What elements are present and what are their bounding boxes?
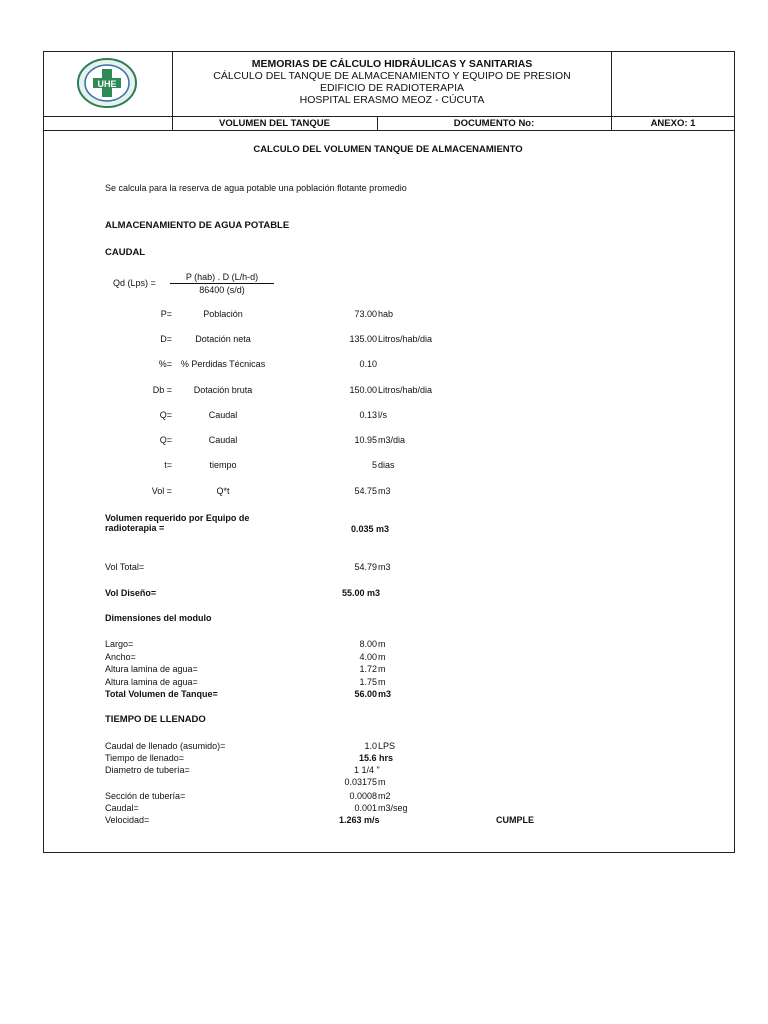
param-value: 135.00 (349, 334, 377, 344)
dim-unit: m3 (378, 689, 392, 699)
dim-value: 1.72 (359, 664, 377, 674)
fill-diam-meters-unit: m (378, 777, 386, 787)
param-name: Población (203, 309, 243, 319)
main-title: CALCULO DEL VOLUMEN TANQUE DE ALMACENAMIENTO (253, 144, 523, 155)
param-symbol: t= (164, 460, 172, 470)
fill-tiempo-value: 15.6 hrs (359, 753, 394, 763)
fill-caudal2-label: Caudal= (105, 803, 139, 813)
param-symbol: Q= (159, 410, 172, 420)
fill-vel-label: Velocidad= (105, 815, 150, 825)
param-value: 10.95 (354, 435, 377, 445)
param-value: 0.13 (359, 410, 377, 420)
vol-diseno-value: 55.00 m3 (342, 588, 381, 598)
equipo-label-1: Volumen requerido por Equipo de (105, 513, 250, 523)
fill-seccion-label: Sección de tubería= (105, 791, 186, 801)
param-symbol: Vol = (151, 486, 172, 496)
param-name: Dotación neta (195, 334, 251, 344)
logo-letters: UHE (97, 79, 117, 89)
fill-caudal-label: Caudal de llenado (asumido)= (105, 741, 226, 751)
param-value: 54.75 (354, 486, 377, 496)
fill-caudal-unit: LPS (378, 741, 396, 751)
dim-unit: m (378, 664, 386, 674)
vol-total-label: Vol Total= (105, 562, 145, 572)
param-unit: Litros/hab/dia (378, 334, 433, 344)
param-unit: l/s (378, 410, 387, 420)
header-volumen-label: VOLUMEN DEL TANQUE (218, 118, 330, 129)
vol-diseno-label: Vol Diseño= (105, 588, 157, 598)
title-line-1: MEMORIAS DE CÁLCULO HIDRÁULICAS Y SANITARIAS (251, 58, 533, 70)
fill-diam-value: 1 1/4 " (354, 765, 380, 775)
header-documento-label: DOCUMENTO No: (453, 118, 535, 129)
dim-value: 1.75 (359, 676, 377, 687)
dim-value: 56.00 (354, 689, 377, 699)
section-storage: ALMACENAMIENTO DE AGUA POTABLE (105, 220, 290, 231)
vol-total-value: 54.79 (354, 562, 377, 572)
param-name: % Perdidas Técnicas (180, 359, 266, 369)
param-unit: dias (378, 460, 395, 470)
title-line-2: CÁLCULO DEL TANQUE DE ALMACENAMIENTO Y EQUIPO DE PRESION (213, 70, 571, 82)
fill-tiempo-label: Tiempo de llenado= (105, 753, 184, 763)
param-unit: hab (378, 309, 394, 319)
equipo-value: 0.035 m3 (351, 524, 390, 534)
section-fill: TIEMPO DE LLENADO (105, 714, 206, 725)
dim-label: Total Volumen de Tanque= (105, 689, 218, 699)
param-unit: m3 (378, 486, 391, 496)
param-value: 5 (371, 460, 377, 470)
title-line-4: HOSPITAL ERASMO MEOZ - CÚCUTA (299, 94, 485, 106)
vol-total-unit: m3 (378, 562, 391, 572)
param-name: Q*t (216, 486, 230, 496)
dim-unit: m (378, 639, 386, 649)
formula-denominator: 86400 (s/d) (199, 285, 245, 295)
fill-diam-meters: 0.03175 (344, 777, 377, 787)
section-dims: Dimensiones del modulo (105, 613, 212, 623)
param-unit: Litros/hab/dia (378, 385, 433, 395)
dim-label: Ancho= (105, 651, 136, 662)
hospital-seal-icon (76, 57, 138, 109)
fill-caudal2-unit: m3/seg (378, 803, 408, 813)
dim-value: 4.00 (359, 651, 377, 662)
subheader-divider (43, 130, 735, 131)
param-symbol: %= (158, 359, 172, 369)
param-value: 0.10 (359, 359, 377, 369)
fill-caudal2-value: 0.001 (354, 803, 377, 813)
param-symbol: Q= (159, 435, 172, 445)
dim-label: Altura lamina de agua= (105, 676, 198, 687)
header-anexo-label: ANEXO: 1 (650, 118, 696, 129)
fill-seccion-unit: m2 (378, 791, 391, 801)
intro-text: Se calcula para la reserva de agua potable una población flotante promedio (105, 183, 407, 193)
param-symbol: P= (160, 309, 172, 319)
dim-label: Largo= (105, 639, 134, 649)
param-name: Caudal (208, 435, 238, 445)
dim-unit: m (378, 651, 386, 662)
dim-label: Altura lamina de agua= (105, 664, 198, 674)
equipo-label-2: radioterapia = (105, 523, 165, 533)
param-symbol: D= (160, 334, 172, 344)
param-name: Caudal (208, 410, 238, 420)
formula-lhs: Qd (Lps) = (113, 278, 156, 288)
fill-vel-value: 1.263 m/s (339, 815, 380, 825)
section-flow: CAUDAL (105, 247, 146, 258)
dim-value: 8.00 (359, 639, 377, 649)
document-frame (43, 51, 735, 853)
param-unit: m3/dia (378, 435, 406, 445)
param-value: 73.00 (354, 309, 377, 319)
param-name: Dotación bruta (193, 385, 253, 395)
header-divider (43, 116, 735, 117)
fill-diam-label: Diametro de tubería= (105, 765, 190, 775)
formula-fraction-line (170, 283, 274, 284)
fill-cumple: CUMPLE (496, 815, 534, 825)
param-symbol: Db = (152, 385, 172, 395)
fill-seccion-value: 0.0008 (349, 791, 377, 801)
param-name: tiempo (209, 460, 237, 470)
formula-numerator: P (hab) . D (L/h-d) (185, 272, 259, 282)
fill-caudal-value: 1.0 (364, 741, 377, 751)
param-value: 150.00 (349, 385, 377, 395)
title-line-3: EDIFICIO DE RADIOTERAPIA (319, 82, 465, 94)
dim-unit: m (378, 676, 386, 687)
